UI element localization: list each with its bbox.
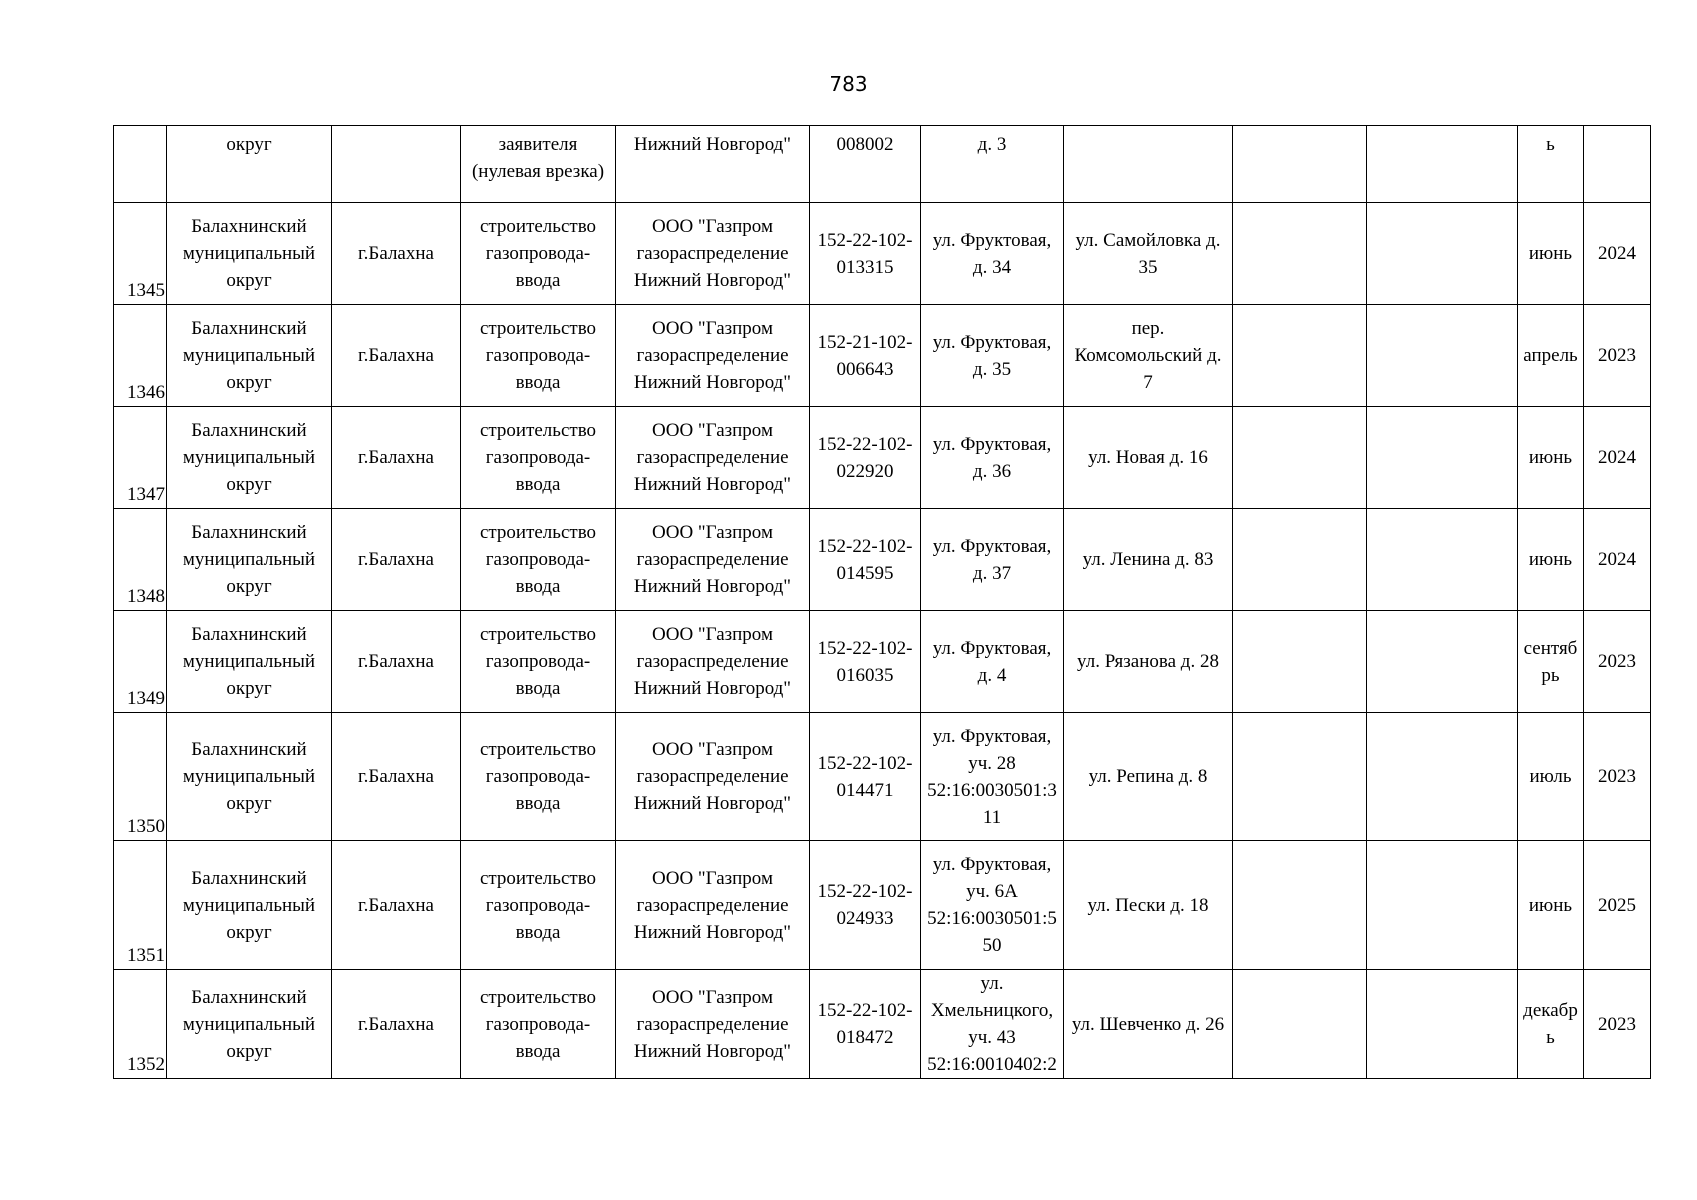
cell-work-type [461,126,616,203]
cell-district [167,970,332,1079]
continuation-row [114,126,1651,203]
cell-locality [332,611,461,713]
table-row [114,509,1651,611]
cell-year [1584,126,1651,203]
organization-text: ООО "Газпром газораспределение Нижний Новгород" [633,986,792,1062]
work-type-text: заявителя (нулевая врезка) [471,134,605,182]
cell-extra2 [1367,713,1518,841]
month-text: сентяб рь [1523,637,1578,686]
cell-extra1 [1233,713,1367,841]
cell-address-to [1064,970,1233,1079]
year-text: 2023 [1598,766,1636,787]
table-row [114,407,1651,509]
cell-application [810,970,921,1079]
cell-extra1 [1233,305,1367,407]
application-text: 152-22-102- 024933 [817,881,913,929]
cell-address-from [921,611,1064,713]
cell-work-type [461,841,616,970]
cell-year [1584,713,1651,841]
cell-district [167,305,332,407]
cell-month [1518,713,1584,841]
cell-locality [332,841,461,970]
locality-text: г.Балахна [358,243,434,264]
cell-organization [616,841,810,970]
row-number: 1351 [127,945,165,966]
cell-extra2 [1367,841,1518,970]
month-text: апрель [1523,345,1578,366]
cell-district [167,203,332,305]
cell-year [1584,407,1651,509]
organization-text: ООО "Газпром газораспределение Нижний Новгород" [633,318,792,393]
cell-extra2 [1367,203,1518,305]
cell-address-to [1064,407,1233,509]
work-type-text: строительство газопровода- ввода [479,986,597,1062]
address-to-text: ул. Репина д. 8 [1088,766,1208,787]
district-text: Балахнинский муниципальный округ [182,522,316,597]
table-row [114,611,1651,713]
application-text: 152-22-102- 018472 [817,1000,913,1048]
cell-extra2 [1367,126,1518,203]
cell-month [1518,407,1584,509]
cell-year [1584,841,1651,970]
application-text: 152-22-102- 013315 [817,229,913,278]
table-row [114,970,1651,1079]
organization-text: ООО "Газпром газораспределение Нижний Новгород" [633,216,792,291]
year-text: 2024 [1598,549,1636,570]
cell-address-to [1064,509,1233,611]
cell-organization [616,611,810,713]
locality-text: г.Балахна [358,345,434,366]
table-row [114,713,1651,841]
cell-num [114,407,167,509]
locality-text: г.Балахна [358,549,434,570]
cell-num [114,611,167,713]
cell-district [167,713,332,841]
month-text: июнь [1528,549,1573,570]
cell-month [1518,841,1584,970]
row-number: 1347 [127,484,165,505]
cell-year [1584,970,1651,1079]
cell-month [1518,509,1584,611]
address-to-text: ул. Самойловка д. 35 [1075,229,1221,278]
cell-work-type [461,407,616,509]
work-type-text: строительство газопровода- ввода [479,624,597,699]
cell-application [810,305,921,407]
district-text: Балахнинский муниципальный округ [182,867,316,943]
cell-address-to [1064,126,1233,203]
address-to-text: пер. Комсомольский д. 7 [1074,318,1222,393]
cell-application [810,203,921,305]
district-text: Балахнинский муниципальный округ [182,624,316,699]
organization-text: ООО "Газпром газораспределение Нижний Новгород" [633,522,792,597]
district-text: Балахнинский муниципальный округ [182,318,316,393]
cell-address-from [921,841,1064,970]
cell-month [1518,611,1584,713]
year-text: 2023 [1598,1013,1636,1035]
cell-address-from [921,203,1064,305]
year-text: 2023 [1598,345,1636,366]
district-text: Балахнинский муниципальный округ [182,216,316,291]
work-type-text: строительство газопровода- ввода [479,739,597,814]
address-from-text: ул. Фруктовая, д. 37 [932,535,1052,584]
cell-work-type [461,713,616,841]
application-text: 152-22-102- 014595 [817,535,913,584]
address-to-text: ул. Шевченко д. 26 [1071,1013,1225,1035]
cell-locality [332,509,461,611]
cell-locality [332,126,461,203]
cell-num [114,126,167,203]
organization-text: ООО "Газпром газораспределение Нижний Новгород" [633,739,792,814]
address-to-text: ул. Ленина д. 83 [1082,549,1214,570]
registry-table [113,125,1651,1079]
cell-district [167,841,332,970]
cell-year [1584,203,1651,305]
cell-num [114,509,167,611]
cell-application [810,611,921,713]
cell-num [114,203,167,305]
cell-address-to [1064,713,1233,841]
cell-application [810,713,921,841]
work-type-text: строительство газопровода- ввода [479,216,597,291]
cell-year [1584,509,1651,611]
cell-num [114,713,167,841]
cell-address-to [1064,611,1233,713]
month-text: июнь [1528,447,1573,468]
cell-district [167,611,332,713]
application-text: 152-21-102- 006643 [817,331,913,380]
month-text: декабр ь [1523,1000,1578,1048]
locality-text: г.Балахна [358,1013,434,1035]
year-text: 2024 [1598,447,1636,468]
organization-text: ООО "Газпром газораспределение Нижний Новгород" [633,867,792,943]
locality-text: г.Балахна [358,447,434,468]
cell-work-type [461,611,616,713]
year-text: 2024 [1598,243,1636,264]
address-from-text: ул. Фруктовая, д. 36 [932,433,1052,482]
address-from-text: ул. Хмельницкого, уч. 43 52:16:0010402:2 [927,973,1057,1075]
address-from-text: ул. Фруктовая, д. 4 [932,637,1052,686]
address-to-text: ул. Пески д. 18 [1087,894,1209,916]
table-row [114,841,1651,970]
cell-district [167,126,332,203]
cell-organization [616,305,810,407]
application-text: 008002 [836,134,894,155]
district-text: Балахнинский муниципальный округ [182,420,316,495]
district-text: Балахнинский муниципальный округ [182,986,316,1062]
cell-num [114,305,167,407]
cell-organization [616,203,810,305]
cell-address-from [921,126,1064,203]
cell-district [167,509,332,611]
cell-month [1518,970,1584,1079]
cell-locality [332,203,461,305]
row-number: 1349 [127,688,165,709]
cell-work-type [461,305,616,407]
cell-month [1518,305,1584,407]
district-text: Балахнинский муниципальный округ [182,739,316,814]
organization-text: Нижний Новгород" [633,134,792,155]
application-text: 152-22-102- 022920 [817,433,913,482]
work-type-text: строительство газопровода- ввода [479,522,597,597]
row-number: 1352 [127,1054,165,1075]
cell-extra1 [1233,611,1367,713]
cell-work-type [461,970,616,1079]
cell-organization [616,970,810,1079]
cell-organization [616,713,810,841]
work-type-text: строительство газопровода- ввода [479,867,597,943]
table-row [114,305,1651,407]
cell-extra2 [1367,305,1518,407]
page-number: 783 [829,72,868,96]
address-to-text: ул. Новая д. 16 [1088,447,1208,468]
organization-text: ООО "Газпром газораспределение Нижний Новгород" [633,624,792,699]
address-from-text: ул. Фруктовая, д. 34 [932,229,1052,278]
cell-address-to [1064,203,1233,305]
cell-year [1584,305,1651,407]
cell-organization [616,126,810,203]
cell-extra1 [1233,203,1367,305]
cell-locality [332,305,461,407]
cell-address-from [921,407,1064,509]
cell-work-type [461,203,616,305]
month-text: июнь [1528,243,1573,264]
cell-locality [332,970,461,1079]
cell-work-type [461,509,616,611]
application-text: 152-22-102- 014471 [817,752,913,801]
cell-extra2 [1367,509,1518,611]
locality-text: г.Балахна [358,894,434,916]
cell-address-to [1064,841,1233,970]
table-row [114,203,1651,305]
address-from-text: ул. Фруктовая, уч. 28 52:16:0030501:3 11 [927,725,1057,828]
organization-text: ООО "Газпром газораспределение Нижний Новгород" [633,420,792,495]
row-number: 1346 [127,382,165,403]
cell-extra1 [1233,407,1367,509]
cell-application [810,841,921,970]
cell-locality [332,407,461,509]
month-text: июнь [1528,894,1573,916]
address-from-text: ул. Фруктовая, уч. 6А 52:16:0030501:5 50 [927,854,1057,956]
locality-text: г.Балахна [358,651,434,672]
cell-application [810,407,921,509]
locality-text: г.Балахна [358,766,434,787]
cell-address-from [921,305,1064,407]
cell-extra1 [1233,126,1367,203]
cell-year [1584,611,1651,713]
work-type-text: строительство газопровода- ввода [479,318,597,393]
cell-application [810,126,921,203]
application-text: 152-22-102- 016035 [817,637,913,686]
cell-extra2 [1367,611,1518,713]
month-text: июль [1529,766,1572,787]
cell-address-to [1064,305,1233,407]
year-text: 2023 [1598,651,1636,672]
address-from-text: ул. Фруктовая, д. 35 [932,331,1052,380]
row-number: 1350 [127,816,165,837]
address-from-text: д. 3 [977,134,1007,155]
cell-extra2 [1367,407,1518,509]
cell-extra1 [1233,970,1367,1079]
cell-district [167,407,332,509]
cell-num [114,970,167,1079]
cell-month [1518,126,1584,203]
cell-application [810,509,921,611]
cell-extra1 [1233,841,1367,970]
district-text: округ [226,134,272,155]
cell-organization [616,407,810,509]
work-type-text: строительство газопровода- ввода [479,420,597,495]
cell-address-from [921,713,1064,841]
cell-extra1 [1233,509,1367,611]
row-number: 1348 [127,586,165,607]
cell-num [114,841,167,970]
cell-locality [332,713,461,841]
cell-month [1518,203,1584,305]
cell-extra2 [1367,970,1518,1079]
row-number: 1345 [127,280,165,301]
year-text: 2025 [1598,894,1636,916]
cell-address-from [921,509,1064,611]
cell-organization [616,509,810,611]
cell-address-from [921,970,1064,1079]
address-to-text: ул. Рязанова д. 28 [1077,651,1219,672]
month-text: ь [1546,134,1555,155]
